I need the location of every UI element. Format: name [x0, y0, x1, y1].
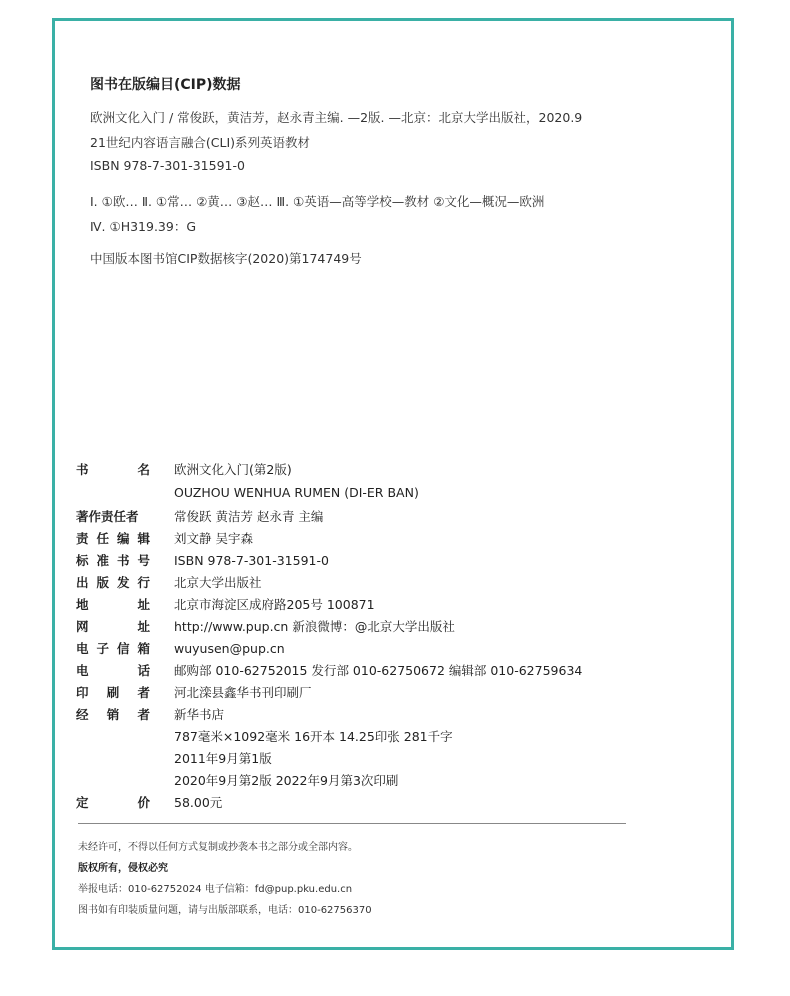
info-label: 书 名 — [76, 462, 150, 477]
info-value: 邮购部 010-62752015 发行部 010-62750672 编辑部 010-62759634 — [174, 663, 583, 678]
info-value: 新华书店 — [174, 707, 225, 722]
info-label: 定 价 — [76, 795, 150, 810]
info-row-isbn — [76, 551, 329, 569]
info-edition-second: 2020年9月第2版 2022年9月第3次印刷 — [174, 773, 399, 788]
footer-divider — [78, 823, 626, 824]
info-spec: 787毫米×1092毫米 16开本 14.25印张 281千字 — [174, 729, 453, 744]
info-row-printer — [76, 683, 312, 701]
cip-line-class-code: Ⅳ. ①H319.39：G — [90, 219, 197, 234]
info-label: 著作责任者 — [76, 509, 139, 524]
info-value: http://www.pup.cn 新浪微博：@北京大学出版社 — [174, 619, 455, 634]
info-row-phone — [76, 661, 582, 679]
info-label: 电 子 信 箱 — [76, 641, 150, 656]
cip-line-record-number: 中国版本图书馆CIP数据核字(2020)第174749号 — [90, 251, 362, 266]
info-value: wuyusen@pup.cn — [174, 641, 285, 656]
info-value: 河北滦县鑫华书刊印刷厂 — [174, 685, 312, 700]
cip-line-classification: Ⅰ. ①欧… Ⅱ. ①常… ②黄… ③赵… Ⅲ. ①英语—高等学校—教材 ②文化—概况—欧洲 — [90, 194, 545, 209]
info-value: 北京大学出版社 — [174, 575, 262, 590]
footer-rights: 版权所有，侵权必究 — [78, 863, 168, 874]
cip-line-isbn: ISBN 978-7-301-31591-0 — [90, 158, 245, 173]
cip-line-title: 欧洲文化入门 / 常俊跃，黄洁芳，赵永青主编. —2版. —北京：北京大学出版社，2020.9 — [90, 110, 583, 125]
info-value: 刘文静 吴宇森 — [174, 531, 253, 546]
info-value: 58.00元 — [174, 795, 223, 810]
info-label: 印 刷 者 — [76, 685, 150, 700]
info-value: ISBN 978-7-301-31591-0 — [174, 553, 329, 568]
info-label: 出 版 发 行 — [76, 575, 150, 590]
info-label: 标 准 书 号 — [76, 553, 150, 568]
info-label: 地 址 — [76, 597, 150, 612]
info-label: 电 话 — [76, 663, 150, 678]
info-row-email — [76, 639, 285, 657]
info-label: 网 址 — [76, 619, 150, 634]
info-row-price — [76, 793, 222, 811]
info-row-publisher — [76, 573, 262, 591]
info-row-website — [76, 617, 455, 635]
info-row-address — [76, 595, 375, 613]
info-value: 北京市海淀区成府路205号 100871 — [174, 597, 375, 612]
info-pinyin: OUZHOU WENHUA RUMEN (DI-ER BAN) — [174, 485, 419, 500]
info-edition-first: 2011年9月第1版 — [174, 751, 272, 766]
info-value: 欧洲文化入门(第2版) — [174, 462, 292, 477]
footer-notice: 未经许可，不得以任何方式复制或抄袭本书之部分或全部内容。 — [78, 842, 358, 853]
cip-title: 图书在版编目(CIP)数据 — [90, 77, 241, 93]
cip-line-series: 21世纪内容语言融合(CLI)系列英语教材 — [90, 135, 311, 150]
info-row-authors — [76, 507, 323, 525]
info-row-book-name — [76, 460, 292, 478]
footer-quality: 图书如有印装质量问题，请与出版部联系，电话：010-62756370 — [78, 905, 372, 916]
info-row-editors — [76, 529, 253, 547]
footer-report: 举报电话：010-62752024 电子信箱：fd@pup.pku.edu.cn — [78, 884, 353, 895]
info-row-distributor — [76, 705, 224, 723]
info-label: 经 销 者 — [76, 707, 150, 722]
info-value: 常俊跃 黄洁芳 赵永青 主编 — [174, 509, 324, 524]
info-label: 责 任 编 辑 — [76, 531, 150, 546]
